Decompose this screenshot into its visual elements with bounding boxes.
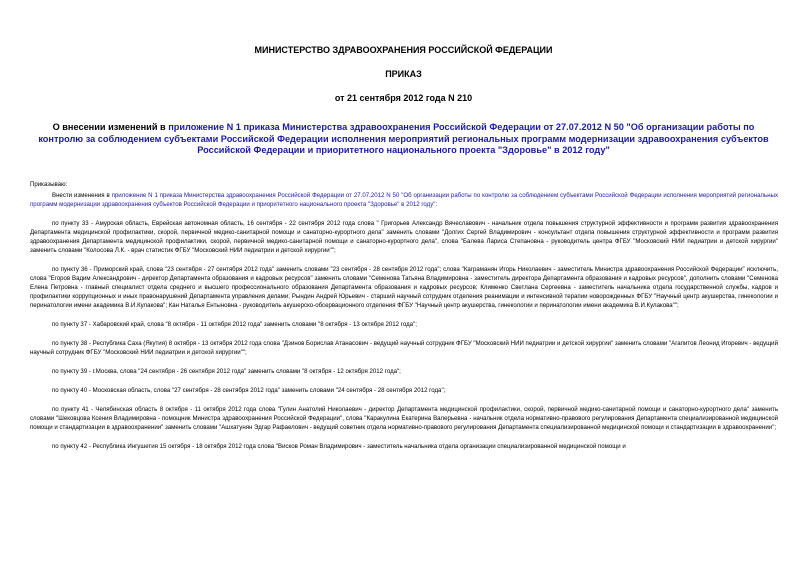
order-date: от 21 сентября 2012 года N 210	[334, 93, 473, 103]
order-heading: ПРИКАЗ	[385, 69, 422, 79]
order-body	[30, 180, 778, 461]
intro-paragraph	[30, 191, 778, 209]
paragraph-item-33: по пункту 33 - Амурская область, Еврейская автономная область, 16 сентября - 22 сентября 2012 года слова " Григорьев Александр Вячеславович - начальник отдела повышения структурной эффективности и программ развития здравоохранения Департамента медицинской профилактики, скорой, первичной медико-санитарной помощи и санаторно-курортного дела" заменить словами "Долгих Сергей Владимирович - консультант отдела повышения структурной эффективности и программ развития здравоохранения Департамента медицинской профилактики, скорой, первичной медико-санитарной помощи и санаторно-курортного дела", слова "Балева Лариса Степановна - руководитель центра ФГБУ "Московский НИИ педиатрии и детской хирургии" заменить словами "Колосова Л.К. - врач статистик ФГБУ "Московский НИИ педиатрии и детской хирургии"";	[30, 220, 778, 254]
intro-link[interactable]: приложение N 1 приказа Министерства здравоохранения Российской Федерации от 27.07.2012 N 50 "Об организации работы по контролю за соблюдением субъектами Российской Федерации исполнения мероприятий региональных программ модернизации здравоохранения субъектов Российской Федерации и приоритетного национального проекта "Здоровье" в 2012 году"	[30, 192, 778, 208]
paragraph-item-39: по пункту 39 - г.Москва, слова "24 сентября - 26 сентября 2012 года" заменить словами "8 октября - 12 октября 2012 года";	[52, 368, 401, 375]
paragraph-item-41: по пункту 41 - Челябинская область 8 октября - 11 октября 2012 года слова "Гулин Анатолий Николаевич - директор Департамента медицинской профилактики, скорой, первичной медико-санитарной помощи и санаторно-курортного дела" заменить словами "Шековцова Ксения Владимировна - помощник Министра здравоохранения Российской Федерации", слова "Каракулина Екатерина Валерьевна - начальник отдела нормативно-правового регулирования Департамента специализированной медицинской помощи и стандартизации в здравоохранении" заменить словами "Ашхатунян Эдгар Рафаелович - ведущий советник отдела нормативно-правового регулирования Департамента специализированной медицинской помощи и стандартизации в здравоохранении";	[30, 406, 778, 431]
ministry-heading: МИНИСТЕРСТВО ЗДРАВООХРАНЕНИЯ РОССИЙСКОЙ ФЕДЕРАЦИИ	[254, 45, 553, 55]
order-title-prefix: О внесении изменений в	[52, 122, 169, 132]
paragraph-item-38: по пункту 38 - Республика Саха (Якутия) 8 октября - 13 октября 2012 года слова "Дзинов Борислав Атанасович - ведущий научный сотрудник ФГБУ "Московский НИИ педиатрии и детской хирургии" заменить словами "Агапитов Леонид Игоревич - ведущий научный сотрудник ФГБУ "Московский НИИ педиатрии и детской хирургии"";	[30, 340, 778, 356]
paragraph-item-42: по пункту 42 - Республика Ингушетия 15 октября - 18 октября 2012 года слова "Висков Роман Владимирович - заместитель начальника отдела организации специализированной медицинской помощи и	[52, 443, 626, 450]
lead-text: Приказываю:	[30, 181, 68, 188]
paragraph-item-40: по пункту 40 - Московская область, слова "27 сентября - 28 сентября 2012 года" заменить словами "24 сентября - 28 сентября 2012 года";	[52, 387, 446, 394]
intro-prefix: Внести изменения в	[52, 192, 112, 199]
order-title-link[interactable]: приложение N 1 приказа Министерства здравоохранения Российской Федерации от 27.07.2012 N 50 "Об организации работы по контролю за соблюдением субъектами Российской Федерации исполнения мероприятий региональных программ модернизации здравоохранения субъектов Российской Федерации и приоритетного национального проекта "Здоровье" в 2012 году"	[38, 122, 769, 155]
intro-suffix: :	[435, 201, 438, 208]
paragraph-item-36: по пункту 36 - Приморский край, слова "23 сентября - 27 сентября 2012 года" заменить словами "23 сентября - 28 сентября 2012 года"; слова "Каграманян Игорь Николаевич - заместитель Министра здравоохранения Российской Федерации" исключить, слова "Егоров Вадим Александрович - директор Департамента образования и кадровых ресурсов" заменить словами "Семенова Татьяна Владимировна - заместитель директора Департамента образования и кадровых ресурсов", дополнить словами "Семенова Елена Петровна - главный специалист отдела среднего и высшего профессионального образования Департамента образования и кадровых ресурсов; Клименко Светлана Сергеевна - заместитель начальника отдела государственной службы, кадров и профилактики коррупционных и иных правонарушений Департамента управления делами; Рындин Андрей Юрьевич - старший научный сотрудник отделения реанимации и интенсивной терапии новорожденных ФГБУ "Научный центр акушерства, гинекологии и перинатологии имени академика В.И.Кулакова"; Кан Наталья Ентыновна - руководитель акушерско-обсервационного отделения ФГБУ "Научный центр акушерства, гинекологии и перинатологии имени академика В.И.Кулакова"";	[30, 266, 778, 309]
order-title	[30, 122, 777, 157]
paragraph-item-37: по пункту 37 - Хабаровский край, слова "8 октября - 11 октября 2012 года" заменить словами "8 октября - 13 октября 2012 года";	[52, 321, 417, 328]
